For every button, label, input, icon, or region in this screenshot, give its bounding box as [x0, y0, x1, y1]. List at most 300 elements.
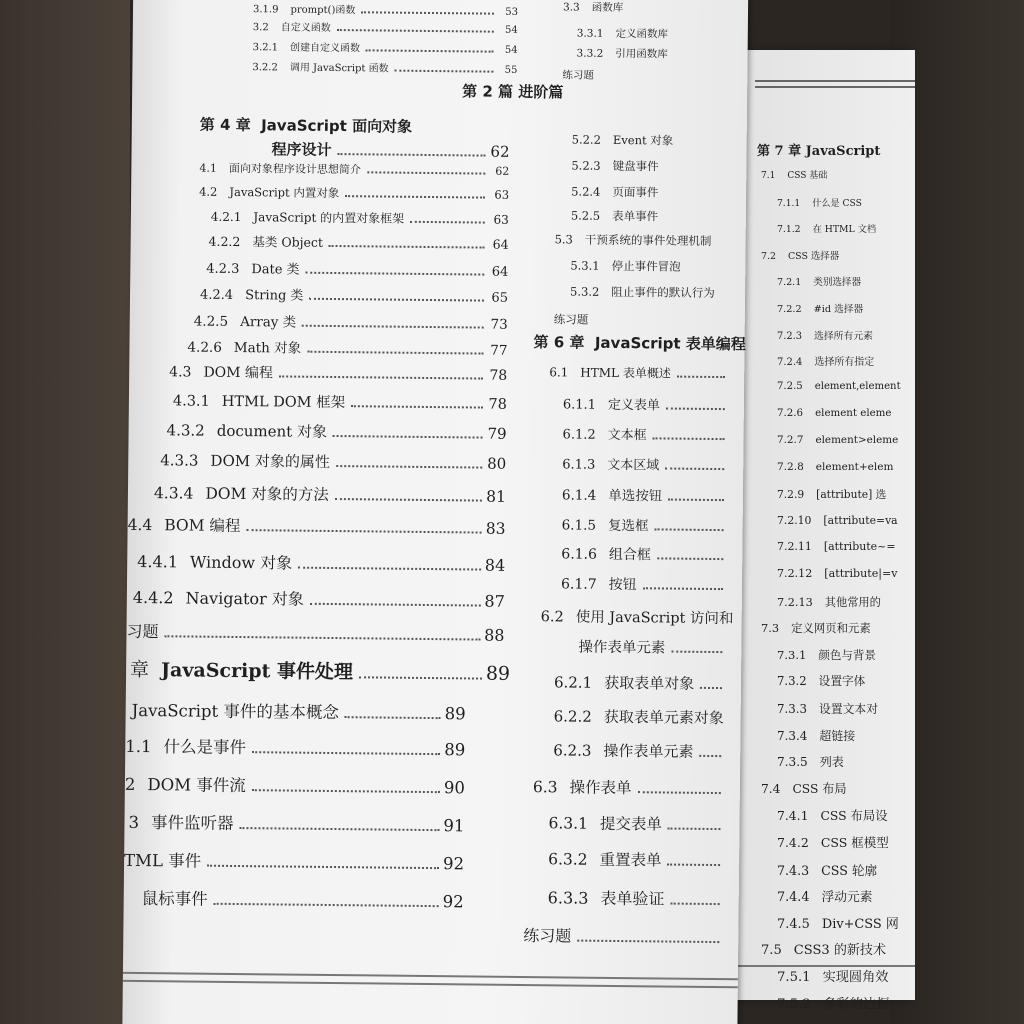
toc-entry: [128, 809, 464, 837]
toc-entry: [554, 705, 726, 728]
entry-number: 7.2.4: [777, 357, 803, 369]
entry-title: [attribute] 选: [816, 488, 887, 502]
entry-title: 多彩的边框: [822, 996, 890, 1012]
entry-number: 4.3.1: [172, 393, 210, 410]
leader-dots: [654, 528, 723, 531]
toc-entry: [777, 354, 910, 368]
entry-number: 6.3.1: [548, 814, 589, 833]
entry-number: 3.2: [252, 22, 269, 34]
entry-number: 7.2.2: [777, 304, 802, 315]
entry-number: 7.4.1: [777, 809, 809, 824]
chapter-title: JavaScript 表单编程: [594, 333, 746, 354]
toc-entry: [253, 38, 518, 58]
entry-title: 其他常用的: [824, 595, 881, 609]
leader-dots: [279, 375, 483, 379]
entry-number: 5.3.1: [570, 258, 600, 273]
entry-title: element,element: [814, 380, 901, 392]
chapter-4-title-line2: [271, 138, 509, 161]
entry-number: 7.1: [761, 171, 776, 181]
entry-title: 什么是事件: [163, 737, 247, 758]
entry-number: 6.1.6: [561, 546, 598, 563]
entry-title: 设置字体: [818, 674, 866, 689]
entry-number: 4.3.4: [153, 484, 194, 503]
leader-dots: [246, 529, 481, 533]
entry-number: 7.2.10: [777, 513, 812, 527]
entry-number: 7.2.3: [777, 330, 803, 342]
toc-entry: [777, 647, 910, 663]
leader-dots: [668, 864, 721, 867]
entry-title: 文本区域: [607, 457, 660, 474]
entry-number: 7.3.3: [777, 702, 808, 716]
entry-title: 函数库: [591, 1, 624, 15]
leader-dots: [306, 272, 485, 276]
entry-title: 超链接: [819, 728, 856, 743]
entry-number: 7.3.4: [777, 728, 808, 743]
entry-number: 6.3.2: [548, 850, 588, 869]
toc-entry: [137, 549, 505, 576]
chapter-5-heading: [130, 655, 510, 686]
entry-number: 7.5.2: [777, 996, 811, 1012]
entry-number: 4.1: [199, 161, 217, 175]
toc-entry: [777, 993, 910, 1012]
entry-number: 4.3.2: [166, 421, 205, 440]
toc-entry: [563, 0, 713, 16]
toc-entry: [777, 274, 910, 288]
toc-entry: [777, 753, 910, 770]
entry-title: Array 类: [240, 314, 297, 331]
toc-entry: [555, 231, 725, 249]
entry-title: 什么是 CSS: [812, 198, 862, 209]
leader-dots: [307, 351, 483, 355]
entry-number: 7.2.9: [777, 488, 805, 502]
leader-dots: [302, 325, 484, 329]
top-rule: [755, 80, 915, 82]
main-book-page: [122, 0, 748, 1024]
entry-title: document 对象: [216, 421, 328, 441]
entry-title: 表单事件: [612, 208, 659, 224]
entry-title: 创建自定义函数: [290, 42, 361, 55]
entry-title: CSS 布局: [792, 781, 847, 796]
entry-number: 7.4.2: [777, 835, 809, 850]
entry-number: 3.3.1: [576, 27, 604, 40]
entry-title: 文本框: [607, 427, 647, 444]
toc-entry: [570, 283, 740, 301]
leader-dots: [367, 171, 486, 174]
entry-number: 6.3: [532, 778, 558, 797]
entry-number: 7.2.1: [777, 277, 802, 289]
entry-title: 单选按钮: [608, 487, 663, 505]
entry-title: 设置文本对: [819, 702, 879, 716]
leader-dots: [252, 751, 440, 755]
entry-title: 练习题: [562, 69, 594, 82]
leader-dots: [336, 465, 482, 469]
entry-title: CSS 轮廓: [821, 862, 878, 878]
toc-entry: [540, 605, 734, 628]
toc-entry: [548, 811, 724, 835]
leader-dots: [657, 557, 723, 560]
leader-dots: [671, 651, 722, 654]
chapter-title-line1: JavaScript 面向对象: [261, 116, 413, 136]
toc-entry: [154, 481, 506, 507]
entry-title: JavaScript 内置对象: [229, 184, 340, 201]
toc-entry: [187, 335, 507, 359]
entry-title: 页面事件: [612, 184, 659, 200]
entry-number: 4.2.1: [210, 209, 242, 225]
page-number: 80: [487, 454, 507, 473]
chapter-label: 第 6 章: [533, 333, 585, 352]
entry-title: element>eleme: [815, 434, 899, 446]
entry-number: 4.2.4: [199, 287, 234, 303]
entry-number: 7.4.5: [777, 916, 810, 932]
toc-entry: [200, 284, 508, 307]
toc-entry: [169, 361, 507, 385]
entry-title: 获取表单元素对象: [603, 707, 724, 728]
toc-entry: [561, 543, 727, 565]
toc-entry: [561, 573, 727, 595]
leader-dots: [395, 70, 494, 73]
leader-dots: [643, 587, 723, 590]
leader-dots: [207, 865, 439, 869]
toc-entry: [570, 257, 740, 275]
page-number: 91: [443, 816, 465, 836]
entry-title: 键盘事件: [612, 158, 659, 174]
entry-title: 使用 JavaScript 访问和: [575, 609, 734, 628]
entry-number: 7.2.13: [777, 595, 813, 609]
chapter-7-heading: 第 7 章 JavaScript: [757, 144, 881, 159]
leader-dots: [329, 245, 485, 249]
entry-title: 操作表单元素: [578, 639, 666, 657]
entry-number: 5.2.5: [570, 208, 601, 223]
entry-number: 6.2.2: [553, 707, 592, 726]
page-number: 87: [484, 591, 505, 611]
entry-number: 6.1.2: [562, 427, 596, 443]
toc-entry: [777, 540, 910, 553]
entry-title: CSS3 的新技术: [793, 943, 887, 959]
entry-number: 4.2.5: [193, 313, 229, 330]
entry-title: TML 事件: [124, 850, 202, 871]
entry-title: 颜色与背景: [818, 647, 876, 662]
entry-number: 7.2: [761, 250, 776, 262]
leader-dots: [410, 221, 485, 224]
entry-title: 基类 Object: [252, 234, 324, 250]
page-number: 92: [442, 892, 464, 912]
toc-entry: [563, 393, 729, 415]
entry-number: 7.5.1: [777, 970, 811, 985]
toc-entry: [777, 913, 910, 932]
page-number: 73: [490, 316, 508, 333]
leader-dots: [668, 828, 721, 831]
page-number: 53: [505, 6, 519, 18]
toc-entry: [761, 248, 910, 262]
entry-title: 提交表单: [599, 814, 663, 834]
leader-dots: [252, 789, 440, 793]
page-number: 54: [505, 24, 518, 36]
page-number: 81: [486, 487, 507, 506]
entry-title: 获取表单对象: [604, 673, 695, 693]
toc-entry: [571, 183, 741, 201]
toc-entry: [124, 847, 464, 875]
toc-entry: [777, 673, 910, 689]
page-number: 64: [492, 236, 509, 252]
entry-title: 在 HTML 文档: [812, 224, 877, 236]
page-number: 89: [485, 662, 511, 685]
page-number: 89: [444, 740, 466, 760]
entry-number: 5.2.3: [571, 158, 601, 173]
leader-dots: [351, 405, 483, 408]
entry-title: 引用函数库: [615, 47, 668, 61]
toc-entry: [194, 310, 508, 334]
toc-entry: [577, 26, 727, 43]
entry-title: DOM 对象的方法: [205, 484, 329, 504]
page-number: 62: [490, 142, 510, 161]
toc-entry: [777, 461, 910, 473]
toc-entry: [206, 258, 508, 281]
entry-title: 操作表单: [569, 778, 632, 798]
entry-number: 7.3.2: [777, 674, 807, 689]
toc-entry: [562, 423, 728, 445]
toc-entry: [533, 775, 725, 799]
toc-entry: [777, 833, 910, 851]
toc-entry: [562, 67, 712, 84]
toc-entry: [777, 966, 910, 985]
entry-number: 7.2.11: [777, 540, 812, 554]
entry-title: [attribute~=: [823, 540, 896, 554]
entry-number: 5.3.2: [570, 284, 600, 299]
entry-number: 7.1.1: [777, 198, 801, 209]
toc-entry: [777, 195, 910, 209]
toc-entry: [199, 184, 509, 204]
bottom-rule-2: [123, 980, 738, 988]
leader-dots: [700, 687, 722, 689]
entry-number: 3.3.2: [576, 47, 604, 60]
entry-number: 6.1.3: [562, 457, 596, 473]
entry-title: 按钮: [608, 576, 637, 594]
page-number: 90: [443, 778, 465, 798]
entry-number: 4.2.2: [208, 233, 241, 250]
toc-entry: [208, 232, 508, 254]
entry-title: 复选框: [607, 517, 649, 535]
entry-title: element+elem: [815, 460, 894, 473]
entry-title: DOM 对象的属性: [210, 451, 331, 471]
entry-title: 列表: [819, 755, 844, 770]
toc-entry: [126, 619, 504, 646]
toc-entry: [578, 636, 726, 659]
chapter-label: 第 4 章: [199, 115, 251, 135]
toc-entry: [554, 671, 726, 694]
toc-entry: [548, 847, 724, 871]
toc-entry: [777, 328, 910, 342]
entry-number: 6.2.3: [553, 741, 592, 760]
leader-dots: [677, 376, 725, 379]
entry-title: prompt()函数: [290, 4, 356, 17]
entry-title: Div+CSS 网: [821, 916, 899, 932]
leader-dots: [335, 498, 482, 502]
entry-title: 实现圆角效: [822, 970, 889, 985]
entry-number: 7.2.6: [777, 407, 804, 420]
entry-title: CSS 基础: [787, 171, 828, 181]
page-number: 92: [442, 854, 465, 874]
entry-number: 7.2.5: [777, 380, 803, 392]
toc-entry: [777, 221, 910, 235]
toc-entry: [253, 0, 518, 20]
leader-dots: [214, 903, 439, 907]
toc-entry: [562, 513, 728, 536]
right-book-page: [735, 50, 915, 1012]
entry-title: Event 对象: [612, 132, 674, 148]
top-rule-2: [755, 86, 915, 88]
entry-title: BOM 编程: [164, 516, 241, 536]
toc-entry: [777, 806, 910, 824]
page-number: 88: [484, 625, 505, 645]
entry-title: 表单验证: [600, 888, 665, 909]
toc-entry: [199, 160, 509, 180]
entry-title: 选择所有元素: [814, 330, 873, 342]
entry-title: HTML DOM 框架: [221, 393, 346, 412]
entry-number: 6.2.1: [553, 673, 593, 692]
toc-entry: [777, 381, 910, 392]
entry-number: 6.3.3: [547, 888, 589, 908]
leader-dots: [668, 499, 724, 502]
entry-number: 7.5: [761, 943, 782, 959]
entry-number: 5.3: [554, 232, 574, 247]
entry-number: 4.2.3: [206, 261, 240, 278]
leader-dots: [361, 11, 494, 14]
entry-number: 6.1.7: [560, 576, 597, 593]
entry-title: CSS 布局设: [820, 809, 888, 824]
leader-dots: [670, 903, 719, 906]
toc-entry: [160, 449, 506, 474]
entry-title: 干预系统的事件处理机制: [584, 232, 712, 248]
entry-number: 4.4.1: [137, 551, 179, 572]
page-number: 55: [504, 64, 518, 76]
entry-title: DOM 事件流: [147, 775, 246, 796]
entry-title: CSS 选择器: [787, 250, 840, 262]
page-number: 84: [484, 555, 506, 575]
toc-entry: [777, 594, 910, 610]
entry-title: 鼠标事件: [141, 889, 208, 909]
entry-number: 6.1.5: [561, 517, 597, 534]
bottom-rule: [123, 972, 738, 980]
page-number: 83: [485, 519, 506, 538]
toc-entry: [572, 131, 742, 149]
entry-title: 重置表单: [599, 850, 662, 870]
toc-entry: [761, 939, 910, 958]
leader-dots: [309, 298, 484, 302]
entry-number: 3: [128, 812, 140, 832]
page-number: 79: [487, 424, 507, 443]
page-number: 78: [489, 367, 508, 384]
toc-entry: [562, 483, 728, 506]
toc-entry: [125, 733, 465, 761]
entry-title: Navigator 对象: [185, 588, 304, 609]
leader-dots: [366, 49, 494, 52]
toc-entry: [252, 58, 517, 78]
chapter-4-heading: [200, 114, 413, 137]
toc-entry: [777, 407, 910, 419]
entry-title: 定义网页和元素: [791, 621, 871, 636]
entry-title: CSS 框模型: [820, 835, 889, 850]
entry-number: 7.4.3: [777, 862, 810, 878]
entry-title: [attribute|=v: [824, 567, 898, 580]
leader-dots: [666, 407, 725, 410]
entry-number: 6.2: [540, 609, 564, 626]
entry-title: Window 对象: [189, 552, 293, 573]
entry-title: Date 类: [251, 262, 300, 278]
entry-number: 3.3: [562, 1, 580, 14]
entry-number: 7.2.12: [777, 567, 813, 580]
entry-number: 6.1.4: [561, 487, 597, 504]
entry-title: 浮动元素: [821, 890, 873, 906]
page-number: 62: [495, 164, 510, 178]
toc-entry: [777, 860, 910, 879]
entry-title: element eleme: [815, 407, 892, 420]
entry-number: 4.3: [169, 364, 192, 381]
entry-title: JavaScript 事件的基本概念: [131, 700, 340, 723]
toc-entry: [761, 780, 910, 797]
toc-entry: [777, 567, 910, 580]
entry-number: 2: [124, 774, 136, 794]
background-left: [0, 0, 130, 1024]
entry-number: 1.1: [125, 736, 152, 757]
entry-title: 事件监听器: [150, 813, 234, 833]
entry-number: 4.2: [199, 184, 218, 199]
entry-title: 调用 JavaScript 函数: [289, 62, 389, 75]
chapter-6-heading: [533, 331, 746, 354]
toc-entry: [777, 700, 910, 717]
toc-entry: [142, 885, 464, 912]
toc-entry: [132, 697, 466, 724]
leader-dots: [638, 791, 721, 794]
entry-number: 章: [129, 658, 150, 682]
entry-title: 练习题: [523, 926, 572, 946]
toc-entry: [571, 157, 741, 175]
toc-entry: [211, 208, 509, 229]
entry-title: 操作表单元素: [603, 741, 694, 761]
entry-number: 4.3.3: [160, 451, 199, 470]
entry-number: 7.3.5: [777, 755, 808, 770]
leader-dots: [164, 635, 480, 640]
page-number: 65: [491, 290, 509, 306]
entry-title: 选择所有指定: [814, 357, 875, 369]
toc-entry: [777, 487, 910, 502]
entry-title: Math 对象: [233, 339, 302, 357]
toc-entry: [548, 885, 724, 910]
entry-number: 3.1.9: [252, 4, 279, 16]
entry-number: 4.4.2: [132, 587, 174, 608]
entry-number: 7.2.7: [777, 434, 804, 446]
toc-entry: [554, 311, 724, 329]
leader-dots: [665, 467, 724, 470]
entry-title: 面向对象程序设计思想简介: [228, 161, 361, 177]
page-number: 77: [490, 342, 508, 359]
page-number: 89: [444, 704, 466, 724]
entry-number: 7.4: [761, 781, 781, 796]
entry-title: 自定义函数: [280, 22, 331, 34]
entry-title: 程序设计: [271, 140, 332, 159]
leader-dots: [653, 437, 725, 440]
entry-number: 3.2.2: [252, 62, 278, 74]
toc-entry: [777, 727, 910, 744]
entry-title: DOM 编程: [203, 364, 274, 382]
leader-dots: [577, 940, 719, 943]
entry-title: 定义函数库: [615, 27, 669, 41]
toc-entry: [128, 513, 506, 539]
entry-number: 5.2.2: [571, 132, 602, 147]
page-number: 63: [493, 212, 509, 227]
entry-title: JavaScript 事件处理: [160, 659, 354, 684]
toc-entry: [562, 453, 728, 475]
toc-entry: [777, 301, 910, 315]
